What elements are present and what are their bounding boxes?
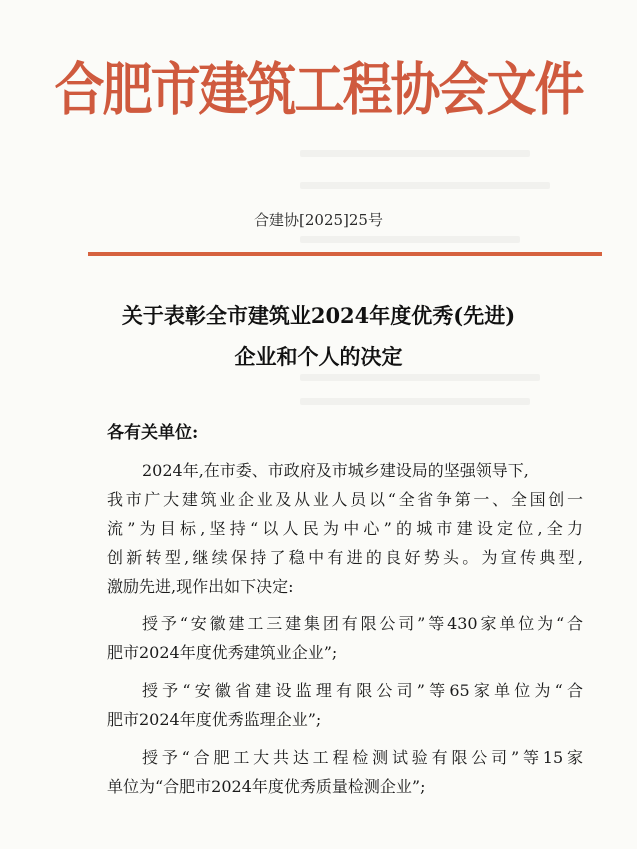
paper-texture bbox=[300, 150, 530, 157]
paper-texture bbox=[300, 182, 550, 189]
body-line: 激励先进,现作出如下决定: bbox=[107, 577, 294, 596]
body-line: 2024年,在市委、市政府及市城乡建设局的坚强领导下, bbox=[142, 461, 529, 480]
salutation: 各有关单位: bbox=[107, 423, 199, 443]
body-line: 流”为目标,坚持“以人民为中心”的城市建设定位,全力 bbox=[107, 519, 583, 538]
document-header-title: 合肥市建筑工程协会文件 bbox=[54, 55, 583, 123]
body-line: 授予“安徽省建设监理有限公司”等65家单位为“合 bbox=[142, 681, 583, 700]
paper-texture bbox=[300, 236, 520, 243]
body-line: 肥市2024年度优秀建筑业企业”; bbox=[107, 643, 338, 662]
paper-texture bbox=[300, 374, 540, 381]
body-line: 授予“安徽建工三建集团有限公司”等430家单位为“合 bbox=[142, 614, 583, 633]
body-line: 单位为“合肥市2024年度优秀质量检测企业”; bbox=[107, 777, 426, 796]
decision-title-line-1: 关于表彰全市建筑业2024年度优秀(先进) bbox=[121, 303, 516, 328]
body-line: 我市广大建筑业企业及从业人员以“全省争第一、全国创一 bbox=[107, 490, 583, 509]
body-line: 创新转型,继续保持了稳中有进的良好势头。为宣传典型, bbox=[107, 548, 583, 567]
paper-texture bbox=[300, 398, 530, 405]
document-number: 合建协[2025]25号 bbox=[254, 211, 383, 229]
body-line: 授予“合肥工大共达工程检测试验有限公司”等15家 bbox=[142, 748, 583, 767]
decision-title-line-2: 企业和个人的决定 bbox=[234, 344, 403, 369]
red-divider-line bbox=[88, 252, 602, 256]
body-line: 肥市2024年度优秀监理企业”; bbox=[107, 710, 322, 729]
